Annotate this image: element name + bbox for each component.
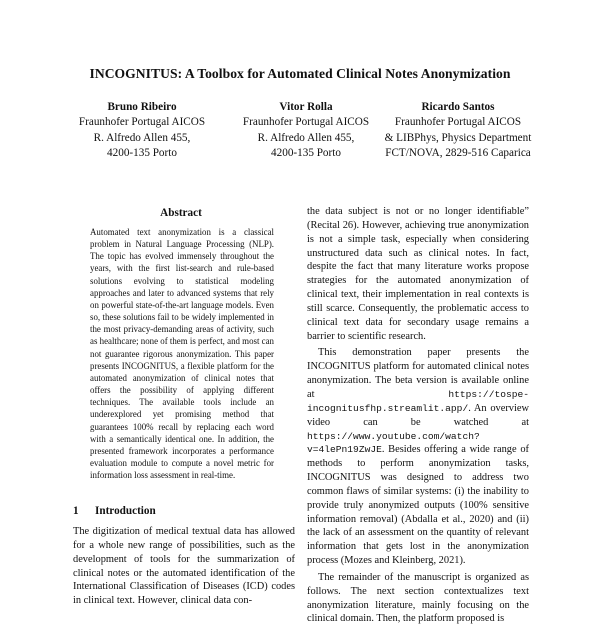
body-paragraph: The remainder of the manuscript is organized as follows. The next section contextualizes text anonymization literature, mainly focusing on the clinical domain. Then, the platform proposed is	[307, 571, 529, 625]
author-name: Ricardo Santos	[421, 101, 495, 113]
abstract-text: Automated text anonymization is a classical problem in Natural Language Processing (NLP). The topic has evolved immensely throughout the years, with the first list-search and rule-based solutions evolving to statistical modeling approaches and later to advanced systems that rely on powerful state-of-the-art language models. Even so, these solutions fail to be widely implemented in the most privacy-demanding areas of activity, such as healthcare; none of them is perfect, and most can not guarantee rigorous anonymization. This paper presents INCOGNITUS, a flexible platform for the automated anonymization of clinical notes that offers the possibility of applying different techniques. The available tools include an underexplored yet promising method that guarantees 100% recall by replacing each word with a semantically identical one. In addition, the presented framework incorporates a performance evaluation module to compute a novel metric for information loss assessment in real-time.	[90, 227, 274, 481]
author-affiliation: Fraunhofer Portugal AICOS	[394, 116, 522, 129]
abstract-heading: Abstract	[160, 207, 202, 219]
author-affiliation: FCT/NOVA, 2829-516 Caparica	[385, 147, 531, 160]
author-affiliation: Fraunhofer Portugal AICOS	[242, 116, 370, 129]
author-affiliation: & LIBPhys, Physics Department	[384, 131, 532, 144]
author-affiliation: Fraunhofer Portugal AICOS	[78, 116, 206, 129]
demo-url-link[interactable]: https://tospe-incognitusfhp.streamlit.app/	[307, 388, 529, 414]
author-name: Bruno Ribeiro	[107, 101, 177, 113]
author-affiliation: 4200-135 Porto	[107, 147, 177, 160]
video-url-link[interactable]: https://www.youtube.com/watch?v=4lePn19ZwJE	[307, 430, 480, 456]
author-affiliation: 4200-135 Porto	[271, 147, 341, 160]
author-affiliation: R. Alfredo Allen 455,	[257, 131, 355, 144]
author-block	[368, 100, 548, 162]
section-heading	[73, 505, 156, 517]
author-block	[62, 100, 222, 162]
paper-title: INCOGNITUS: A Toolbox for Automated Clinical Notes Anonymization	[89, 66, 511, 81]
body-text: This demonstration paper presents the INCOGNITUS platform for automated clinical notes anonymization. The beta version is available online at	[307, 347, 529, 400]
right-column	[307, 205, 529, 626]
section-number: 1	[73, 505, 79, 517]
section-title: Introduction	[95, 505, 156, 517]
author-affiliation: R. Alfredo Allen 455,	[93, 131, 191, 144]
body-paragraph	[307, 346, 529, 568]
intro-paragraph: The digitization of medical textual data has allowed for a whole new range of possibilities, such as the development of tools for the summarization of clinical notes or the automated identification of the International Classification of Diseases (ICD) codes in clinical text. However, clinical data con-	[73, 526, 295, 607]
author-block	[222, 100, 390, 162]
author-name: Vitor Rolla	[279, 101, 333, 113]
body-text: . An overview video can be watched at	[307, 402, 529, 428]
body-text: . Besides offering a wide range of methods to perform anonymization tasks, INCOGNITUS was designed to address two common flaws of similar systems: (i) the inability to provide truly anonymized outputs (100% sensitive information removal) (Abdalla et al., 2020) and (ii) the lack of an assessment on the quantity of relevant information that gets lost in the anonymization process (Mozes and Kleinberg, 2021).	[307, 444, 529, 567]
body-paragraph: the data subject is not or no longer identifiable” (Recital 26). However, achieving true anonymization is not a simple task, especially when considering unstructured data such as clinical notes. In fact, despite the fact that many literature works propose strategies for the automated anonymization of clinical text, their implementation in real contexts is still scarce. Consequently, the problematic access to clinical text data for secondary usage remains a barrier to scientific research.	[307, 206, 529, 342]
